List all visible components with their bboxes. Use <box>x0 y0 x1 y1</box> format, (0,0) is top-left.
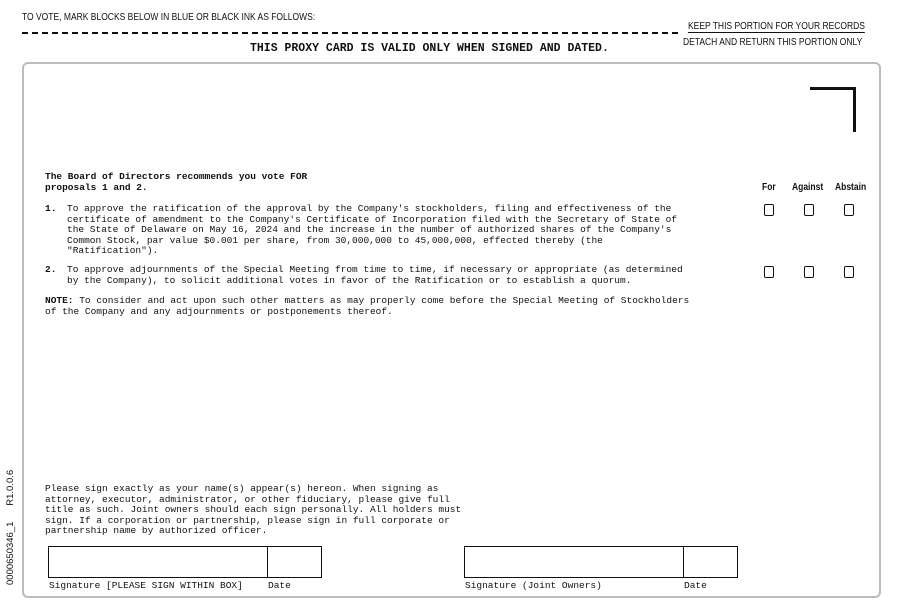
validity-notice: THIS PROXY CARD IS VALID ONLY WHEN SIGNED AND DATED. <box>250 42 609 55</box>
signing-instructions: Please sign exactly as your name(s) appear(s) hereon. When signing as attorney, executor, administrator, or other fiduciary, please give full title as such. Joint owners should each sign personally. All holders must sign. If a corporation or partnership, please sign in full corporate or partnership name by authorized officer. <box>45 483 462 536</box>
proposal-2-number: 2. <box>45 264 57 275</box>
detach-portion-label: DETACH AND RETURN THIS PORTION ONLY <box>683 37 863 48</box>
proposal-1-number: 1. <box>45 203 57 214</box>
note: NOTE: To consider and act upon such other matters as may properly come before the Special Meeting of Stockholders of the Company and any adjournments or postponements thereof. <box>45 295 690 317</box>
proposal-1-for-checkbox[interactable] <box>764 204 774 216</box>
proposal-1-text: To approve the ratification of the approval by the Company's stockholders, filing and effectiveness of the certificate of amendment to the Company's Certificate of Incorporation filed with the Secretary of State of the State of Delaware on May 16, 2024 and the increase in the number of authorized shares of the Company's Common Stock, par value $0.001 per share, from 30,000,000 to 45,000,000, effected thereby (the "Ratification"). <box>67 203 677 256</box>
joint-signature-label: Signature (Joint Owners) <box>465 580 602 591</box>
corner-mark <box>810 87 856 132</box>
date-label: Date <box>268 580 291 591</box>
vote-instructions: TO VOTE, MARK BLOCKS BELOW IN BLUE OR BLACK INK AS FOLLOWS: <box>22 12 316 23</box>
proposal-1-abstain-checkbox[interactable] <box>844 204 854 216</box>
joint-date-label: Date <box>684 580 707 591</box>
proposal-1-against-checkbox[interactable] <box>804 204 814 216</box>
date-box[interactable] <box>267 546 322 578</box>
proposal-2-abstain-checkbox[interactable] <box>844 266 854 278</box>
signature-box[interactable] <box>48 546 268 578</box>
joint-signature-box[interactable] <box>464 546 684 578</box>
proposal-2-against-checkbox[interactable] <box>804 266 814 278</box>
keep-portion-label: KEEP THIS PORTION FOR YOUR RECORDS <box>688 21 865 32</box>
detach-line <box>22 32 678 34</box>
side-code: 0000650346_1 R1.0.0.6 <box>5 469 16 585</box>
board-recommendation: The Board of Directors recommends you vote FOR proposals 1 and 2. <box>45 171 308 193</box>
proposal-2-for-checkbox[interactable] <box>764 266 774 278</box>
signature-label: Signature [PLEASE SIGN WITHIN BOX] <box>49 580 243 591</box>
proposal-2-text: To approve adjournments of the Special Meeting from time to time, if necessary or appropriate (as determined by the Company), to solicit additional votes in favor of the Ratification or to establish a quorum. <box>67 264 683 286</box>
col-against: Against <box>792 182 824 193</box>
col-abstain: Abstain <box>835 182 867 193</box>
col-for: For <box>762 182 776 193</box>
joint-date-box[interactable] <box>683 546 738 578</box>
